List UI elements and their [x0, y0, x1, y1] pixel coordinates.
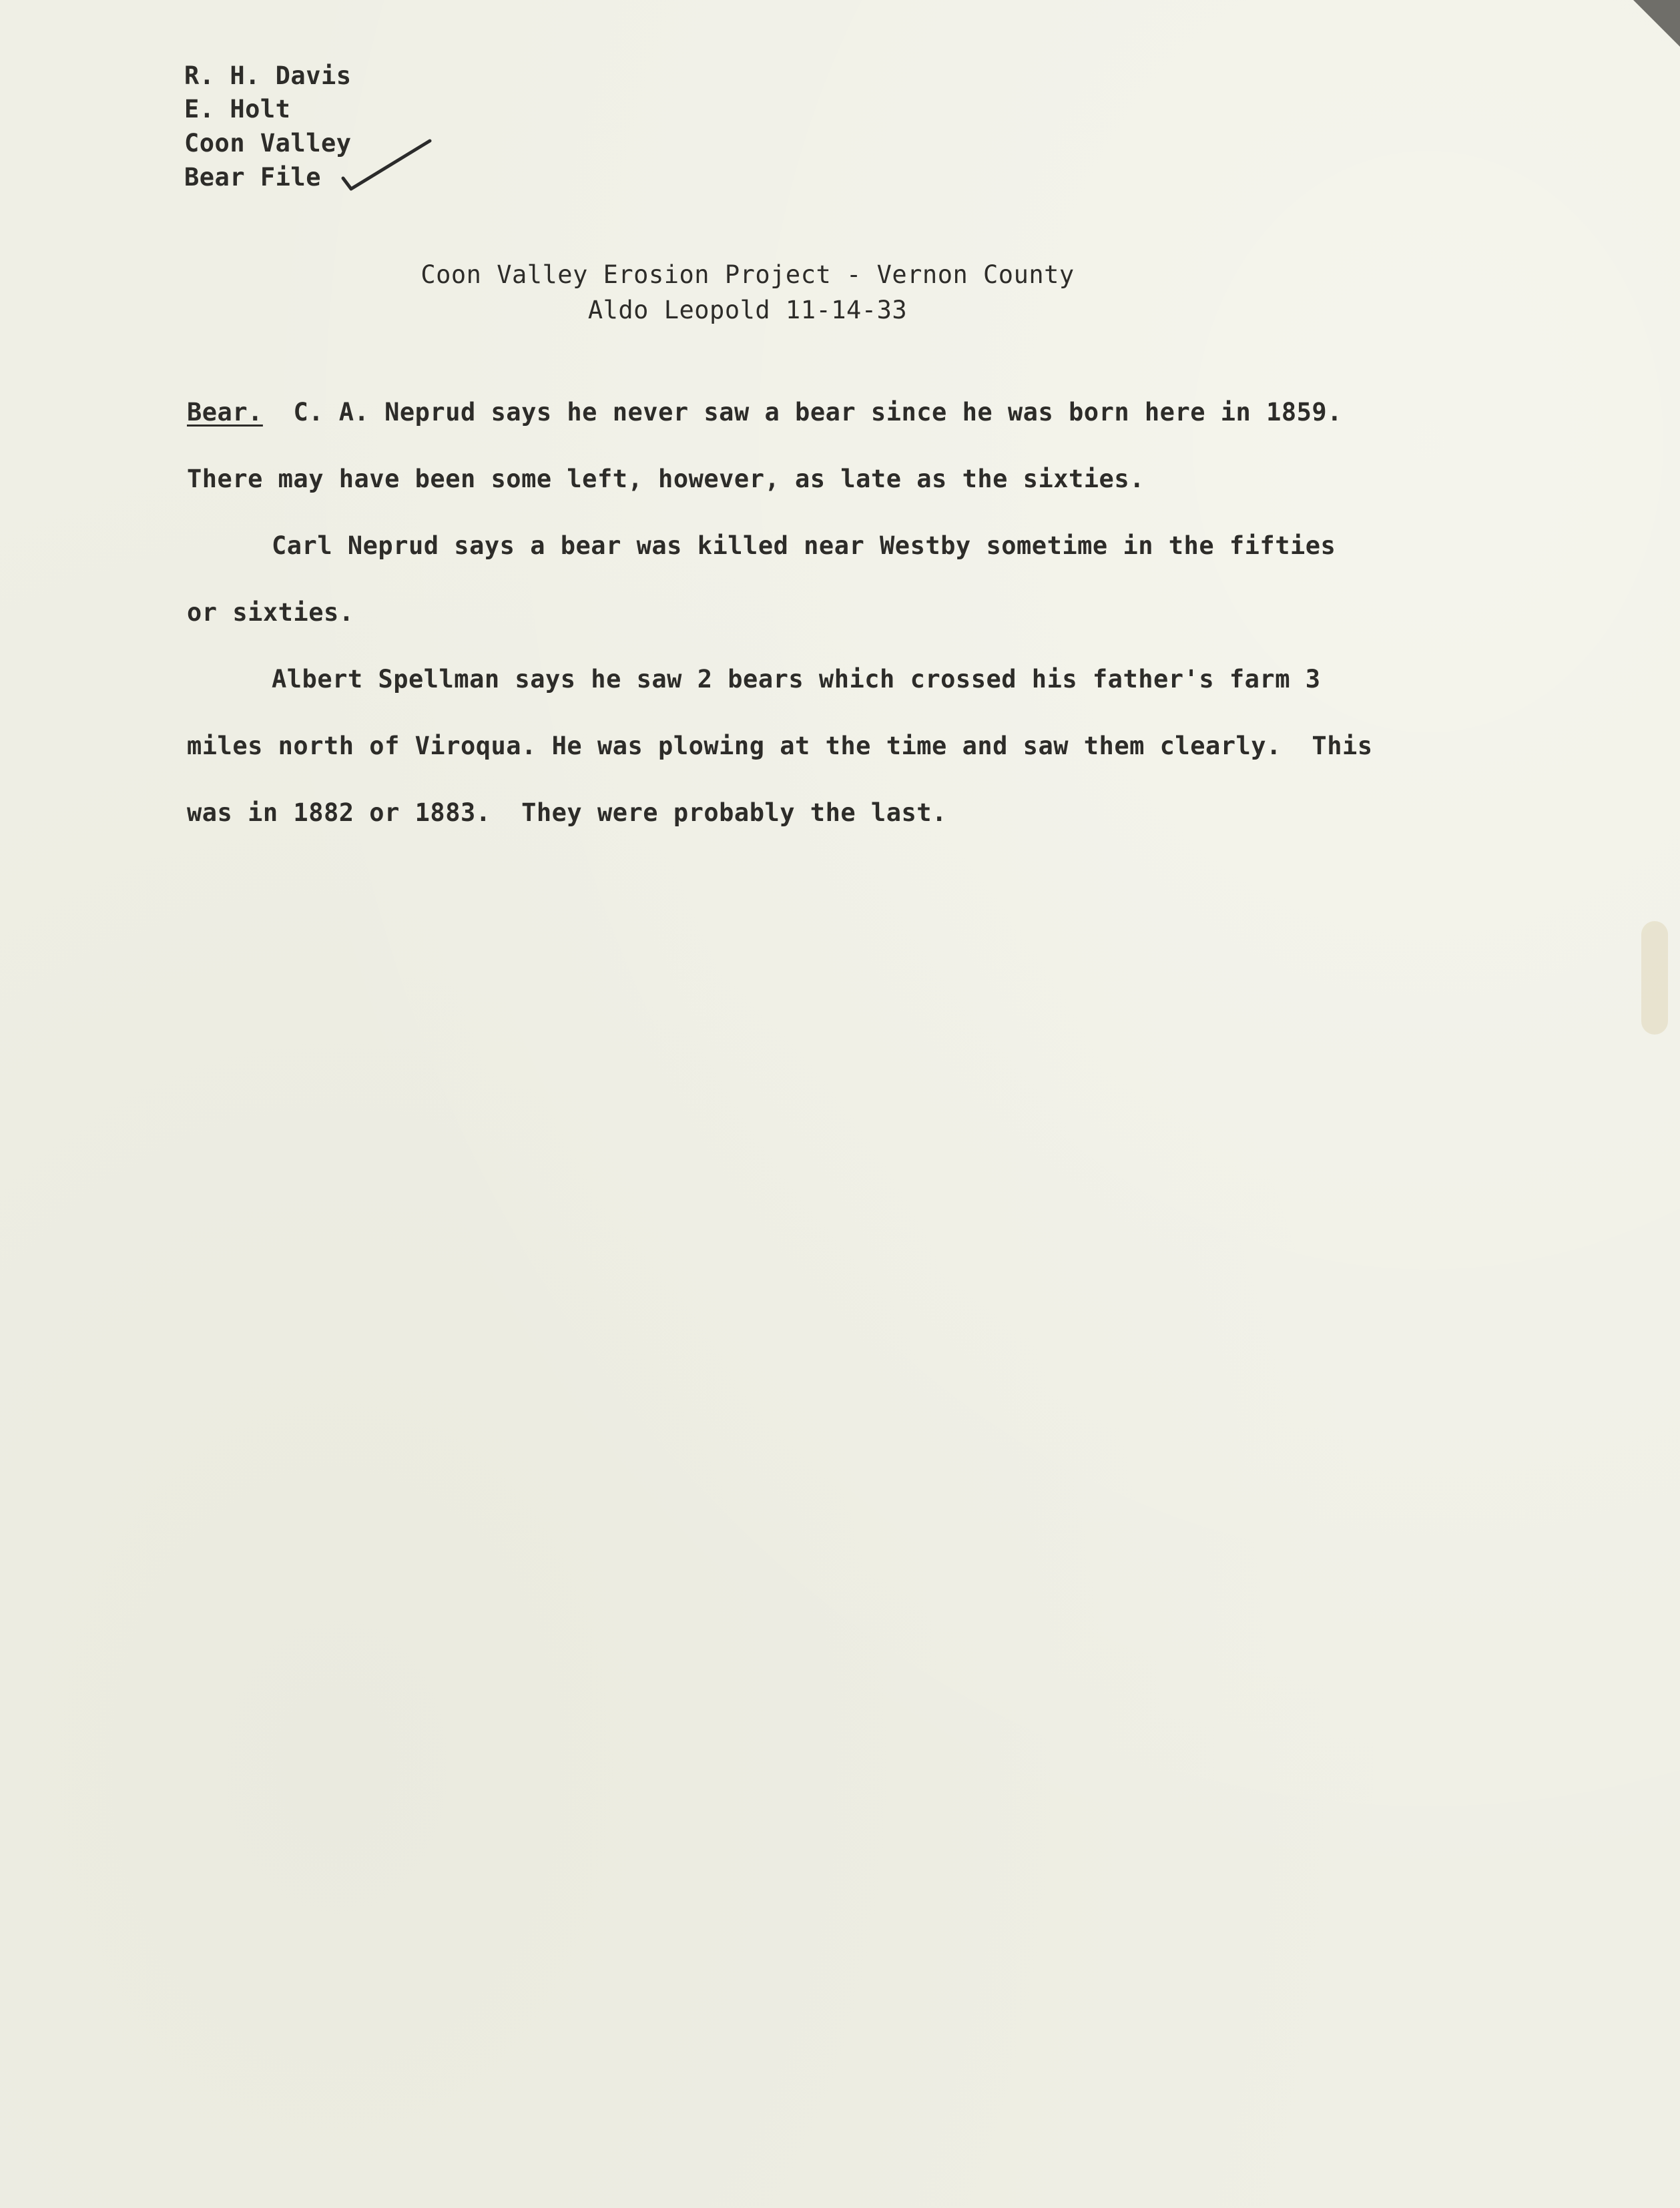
cc-recipient: Bear File	[184, 163, 321, 192]
paragraph-line: Carl Neprud says a bear was killed near Westby sometime in the fifties	[272, 531, 1336, 560]
section-heading: Bear.	[187, 398, 263, 427]
handwritten-check-icon	[324, 137, 438, 197]
cc-recipient: E. Holt	[184, 95, 291, 123]
document-author-date: Aldo Leopold 11-14-33	[587, 296, 908, 324]
paragraph-line: was in 1882 or 1883. They were probably the last.	[187, 798, 947, 827]
cc-recipient: R. H. Davis	[184, 61, 352, 90]
folded-corner	[1633, 0, 1680, 47]
document-title: Coon Valley Erosion Project - Vernon County	[421, 260, 1075, 289]
cc-recipient: Coon Valley	[184, 129, 352, 158]
paragraph-line: or sixties.	[187, 598, 354, 627]
paragraph-text: C. A. Neprud says he never saw a bear since he was born here in 1859.	[262, 398, 1342, 427]
paragraph-line: Albert Spellman says he saw 2 bears which crossed his father's farm 3	[272, 665, 1321, 694]
paragraph-line: miles north of Viroqua. He was plowing at the time and saw them clearly. This	[187, 732, 1373, 760]
paragraph-line	[187, 398, 1342, 427]
paper-stain	[1641, 921, 1668, 1035]
paragraph-line: There may have been some left, however, as late as the sixties.	[187, 465, 1145, 493]
